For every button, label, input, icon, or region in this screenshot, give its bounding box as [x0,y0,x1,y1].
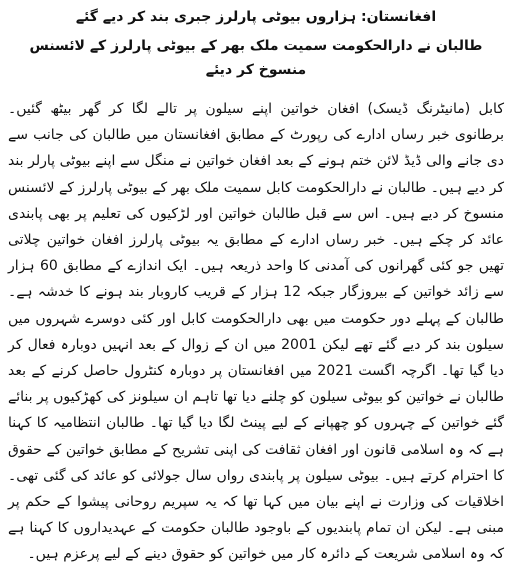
article-body: کابل (مانیٹرنگ ڈیسک) افغان خواتین اپنے سیلون پر تالے لگا کر گھر بیٹھ گئیں۔ برطانوی خبر رساں ادارے کی رپورٹ کے مطابق افغانستان میں طالبان کی جانب سے دی جانے والی ڈیڈ لائن ختم ہونے کے بعد افغان خواتین نے منگل سے اپنے بیوٹی پارلر بند کر دیے ہیں۔ طالبان نے دارالحکومت کابل سمیت ملک بھر کے بیوٹی پارلرز کے لائسنس منسوخ کر دیے ہیں۔ اس سے قبل طالبان خواتین اور لڑکیوں کی تعلیم پر بھی پابندی عائد کر چکے ہیں۔ خبر رساں ادارے کے مطابق یہ بیوٹی پارلرز افغان خواتین چلاتی تھیں جو کئی گھرانوں کی آمدنی کا واحد ذریعہ ہیں۔ ایک اندازے کے مطابق 60 ہزار سے زائد خواتین کے بیروزگار جبکہ 12 ہزار کے قریب کاروبار بند ہونے کا خدشہ ہے۔ طالبان کے پہلے دور حکومت میں بھی دارالحکومت کابل اور کئی دوسرے شہروں میں سیلون بند کر دیے گئے تھے لیکن 2001 میں ان کے زوال کے بعد انہیں دوبارہ فعال کر دیا گیا تھا۔ اگرچہ اگست 2021 میں افغانستان پر دوبارہ کنٹرول حاصل کرنے کے بعد طالبان نے خواتین کو بیوٹی سیلون کو چلنے دیا تھا تاہم ان سیلونز کی کھڑکیوں پر بنائے گئے خواتین کے چہروں کو چھپانے کے لیے پینٹ لگا دیا گیا تھا۔ طالبان انتظامیہ کا کہنا ہے کہ وہ اسلامی قانون اور افغان ثقافت کی اپنی تشریح کے مطابق خواتین کے حقوق کا احترام کرتے ہیں۔ بیوٹی سیلون پر پابندی رواں سال جولائی کو عائد کی گئی تھی۔ اخلاقیات کی وزارت نے اپنے بیان میں کہا تھا کہ یہ سپریم روحانی پیشوا کے حکم پر مبنی ہے۔ لیکن ان تمام پابندیوں کے باوجود طالبان حکومت کے عہدیداروں کا کہنا ہے کہ وہ اسلامی شریعت کے دائرہ کار میں خواتین کو حقوق دینے کے لیے پرعزم ہیں۔ [8,101,505,563]
subheadline: طالبان نے دارالحکومت سمیت ملک بھر کے بیوٹی پارلرز کے لائسنس منسوخ کر دیئے [29,38,483,78]
headline: افغانستان: ہزاروں بیوٹی پارلرز جبری بند کر دیے گئے [75,9,437,25]
